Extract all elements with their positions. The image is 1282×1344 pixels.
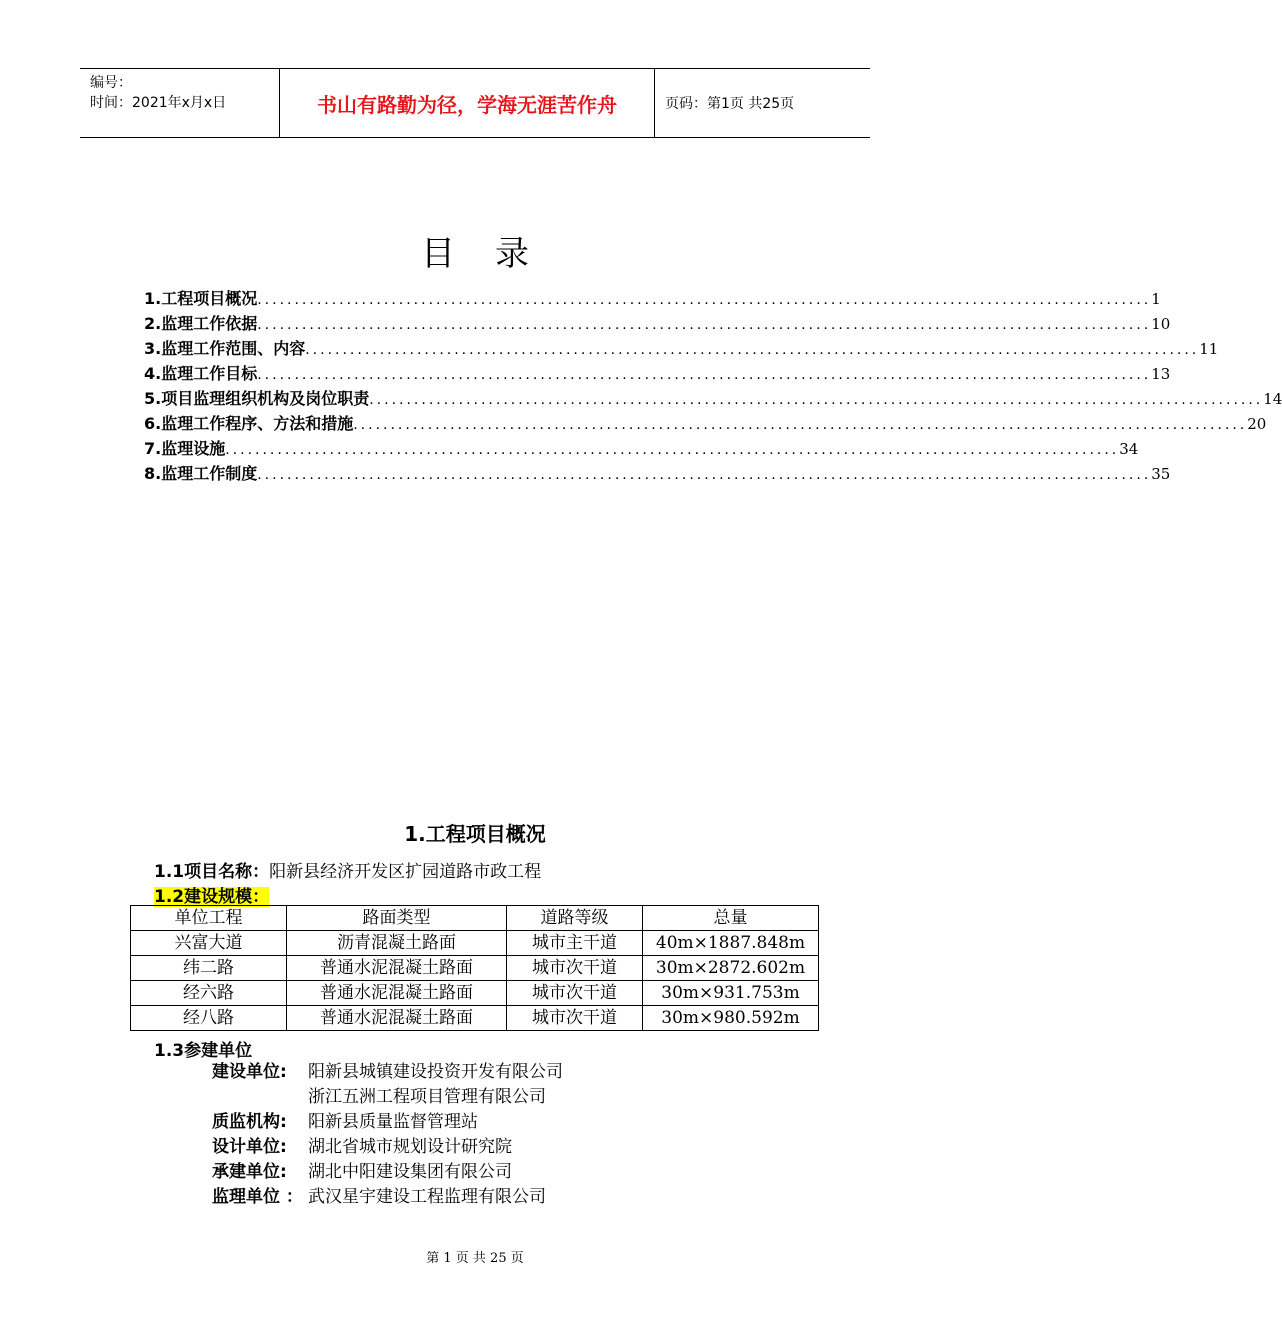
toc-entry-label: 4.监理工作目标 [144, 364, 258, 383]
table-cell: 普通水泥混凝土路面 [287, 956, 507, 981]
toc-leader-dots: ........................................................................................................................ [369, 392, 1264, 408]
table-cell: 城市主干道 [507, 931, 643, 956]
toc-entry-page: 35 [1151, 465, 1171, 483]
units-heading: 1.3参建单位 [154, 1041, 253, 1061]
table-cell: 普通水泥混凝土路面 [287, 981, 507, 1006]
toc-leader-dots: ........................................................................................................................ [257, 367, 1152, 383]
unit-role: 监理单位 ： [212, 1187, 303, 1207]
section-title: 1.工程项目概况 [404, 822, 546, 846]
toc-entry[interactable] [144, 411, 1267, 436]
table-header-cell: 单位工程 [131, 906, 287, 931]
page-footer: 第 1 页 共 25 页 [426, 1251, 524, 1266]
toc-entry-label: 8.监理工作制度 [144, 464, 258, 483]
table-cell: 兴富大道 [131, 931, 287, 956]
unit-name: 湖北省城市规划设计研究院 [308, 1137, 512, 1157]
table-cell: 城市次干道 [507, 1006, 643, 1031]
unit-row [212, 1160, 563, 1185]
toc-entry-page: 14 [1263, 390, 1282, 408]
unit-row [212, 1085, 563, 1110]
table-row [131, 981, 819, 1006]
unit-name: 湖北中阳建设集团有限公司 [308, 1162, 512, 1182]
table-cell: 30m×931.753m [643, 981, 819, 1006]
toc-leader-dots: ........................................................................................................................ [257, 292, 1152, 308]
unit-role: 承建单位: [212, 1162, 287, 1182]
toc-entry[interactable] [144, 311, 1171, 336]
header-meta [80, 69, 280, 137]
construction-scale-table [130, 905, 819, 1031]
toc-entry-page: 20 [1247, 415, 1267, 433]
project-name-label: 1.1项目名称： [154, 862, 270, 882]
toc-entry-label: 2.监理工作依据 [144, 314, 258, 333]
toc-entry-page: 13 [1151, 365, 1171, 383]
table-of-contents [144, 286, 1282, 486]
unit-name: 浙江五洲工程项目管理有限公司 [308, 1087, 546, 1107]
toc-leader-dots: ........................................................................................................................ [225, 442, 1120, 458]
toc-entry[interactable] [144, 461, 1171, 486]
table-header-row [131, 906, 819, 931]
table-row [131, 956, 819, 981]
toc-entry[interactable] [144, 361, 1171, 386]
table-cell: 30m×980.592m [643, 1006, 819, 1031]
table-cell: 沥青混凝土路面 [287, 931, 507, 956]
table-header-cell: 路面类型 [287, 906, 507, 931]
toc-entry-page: 10 [1151, 315, 1171, 333]
toc-entry-label: 3.监理工作范围、内容 [144, 339, 306, 358]
table-cell: 40m×1887.848m [643, 931, 819, 956]
scale-label: 1.2建设规模： [154, 887, 270, 907]
toc-leader-dots: ........................................................................................................................ [257, 467, 1152, 483]
header-motto: 书山有路勤为径，学海无涯苦作舟 [280, 69, 655, 137]
toc-leader-dots: ........................................................................................................................ [353, 417, 1248, 433]
table-cell: 经八路 [131, 1006, 287, 1031]
toc-entry[interactable] [144, 336, 1219, 361]
toc-entry-label: 5.项目监理组织机构及岗位职责 [144, 389, 370, 408]
table-row [131, 1006, 819, 1031]
toc-entry-label: 6.监理工作程序、方法和措施 [144, 414, 354, 433]
date-label: 时间：2021年x月x日 [90, 95, 227, 111]
table-cell: 纬二路 [131, 956, 287, 981]
table-header-cell: 总量 [643, 906, 819, 931]
toc-entry[interactable] [144, 436, 1139, 461]
unit-role: 设计单位: [212, 1137, 287, 1157]
toc-entry-page: 1 [1151, 290, 1161, 308]
unit-role: 建设单位: [212, 1062, 287, 1082]
unit-name: 武汉星宇建设工程监理有限公司 [308, 1187, 546, 1207]
table-cell: 30m×2872.602m [643, 956, 819, 981]
header-page-info: 页码：第1页 共25页 [665, 96, 795, 112]
table-header-cell: 道路等级 [507, 906, 643, 931]
unit-row [212, 1110, 563, 1135]
table-row [131, 931, 819, 956]
toc-title: 目录 [421, 234, 569, 274]
project-name-value: 阳新县经济开发区扩园道路市政工程 [269, 862, 542, 882]
unit-row [212, 1060, 563, 1085]
unit-row [212, 1185, 563, 1210]
toc-leader-dots: ........................................................................................................................ [305, 342, 1200, 358]
toc-entry-label: 1.工程项目概况 [144, 289, 258, 308]
project-name-line [154, 857, 541, 882]
table-cell: 城市次干道 [507, 981, 643, 1006]
table-cell: 城市次干道 [507, 956, 643, 981]
unit-row [212, 1135, 563, 1160]
toc-entry-page: 11 [1199, 340, 1219, 358]
toc-entry[interactable] [144, 386, 1282, 411]
unit-role [212, 1085, 308, 1110]
toc-entry-page: 34 [1119, 440, 1139, 458]
participating-units [212, 1060, 563, 1210]
table-cell: 经六路 [131, 981, 287, 1006]
page-header [80, 68, 870, 138]
toc-entry-label: 7.监理设施 [144, 439, 226, 458]
toc-entry[interactable] [144, 286, 1161, 311]
scale-heading [154, 882, 269, 907]
serial-label: 编号： [90, 75, 132, 91]
unit-name: 阳新县质量监督管理站 [308, 1112, 478, 1132]
toc-leader-dots: ........................................................................................................................ [257, 317, 1152, 333]
unit-name: 阳新县城镇建设投资开发有限公司 [308, 1062, 563, 1082]
table-cell: 普通水泥混凝土路面 [287, 1006, 507, 1031]
unit-role: 质监机构: [212, 1112, 287, 1132]
